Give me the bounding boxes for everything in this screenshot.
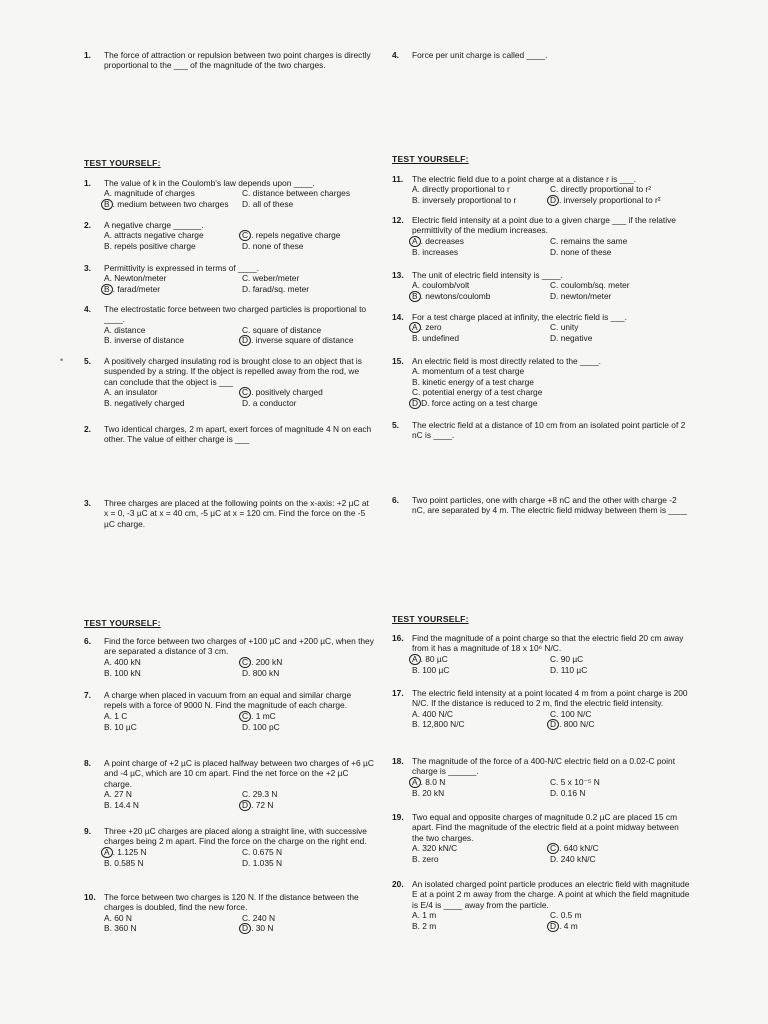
options-grid [104, 325, 374, 346]
option-circled [550, 719, 700, 730]
option: B. 12,800 N/C [412, 719, 465, 730]
answer-circle: C [547, 843, 559, 854]
option: D. all of these [242, 198, 294, 209]
question-text: For a test charge placed at infinity, the electric field is ___. [412, 312, 627, 322]
option-circled [412, 777, 550, 788]
option-text: . zero [420, 322, 442, 333]
option: C. square of distance [242, 324, 322, 335]
question-10 [84, 892, 374, 934]
question-text: Two point particles, one with charge +8 nC and the other with charge -2 nC, are separated by 4 m. The electric field midway between them is ____ [412, 495, 687, 516]
option: B. inverse of distance [104, 335, 185, 346]
option-text: . medium between two charges [112, 198, 229, 209]
answer-circle: D [239, 335, 251, 346]
question-7 [84, 690, 374, 732]
option: C. remains the same [550, 235, 628, 246]
heading-test-yourself: TEST YOURSELF: [392, 154, 469, 164]
option: A. 400 kN [104, 656, 141, 667]
question-number: 2. [84, 424, 91, 434]
option: B. 10 µC [104, 721, 137, 732]
heading-test-yourself: TEST YOURSELF: [392, 614, 469, 624]
option-circled [242, 923, 392, 934]
question-text: The value of k in the Coulomb's law depends upon ____. [104, 178, 315, 188]
answer-circle: C [239, 387, 251, 398]
answer-circle: D [409, 398, 421, 409]
option: C. 0.5 m [550, 910, 582, 921]
question-text: The force of attraction or repulsion between two point charges is directly proportional to the ___ of the magnitude of the two charges. [104, 50, 371, 71]
question-text: The unit of electric field intensity is ____. [412, 270, 563, 280]
options-grid [412, 280, 692, 301]
question-number: 18. [392, 756, 404, 766]
options-grid [412, 709, 692, 730]
question-number: 3. [84, 498, 91, 508]
option-circled [550, 195, 700, 206]
question-15 [392, 356, 692, 409]
answer-circle: B [101, 199, 113, 210]
question-text: A point charge of +2 µC is placed halfway between two charges of +6 µC and -4 µC, which are 10 cm apart. Find the net force on the +2 µC charge. [104, 758, 374, 789]
answer-circle: B [409, 291, 421, 302]
question-number: 1. [84, 178, 91, 188]
option-text: . 800 N/C [559, 719, 595, 730]
question-text: The electric field at a distance of 10 cm from an isolated point particle of 2 nC is ____. [412, 420, 686, 441]
option: B. 100 kN [104, 667, 141, 678]
option-text: . inverse square of distance [251, 335, 354, 346]
option: A. coulomb/volt [412, 280, 470, 291]
option: D. none of these [242, 241, 304, 252]
option: C. unity [550, 322, 579, 333]
answer-circle: A [409, 654, 421, 665]
question-text: A negative charge ______. [104, 220, 204, 230]
options-grid [412, 322, 692, 343]
option: A. 1 C [104, 710, 128, 721]
answer-circle: D [547, 921, 559, 932]
option: C. distance between charges [242, 188, 351, 199]
question-text: Find the force between two charges of +100 µC and +200 µC, when they are separated a distance of 3 cm. [104, 636, 374, 657]
option: A. directly proportional to r [412, 184, 510, 195]
answer-circle: A [409, 322, 421, 333]
option-circled [242, 387, 392, 398]
option: D. none of these [550, 246, 612, 257]
heading-test-yourself: TEST YOURSELF: [84, 158, 161, 168]
option: B. negatively charged [104, 398, 185, 409]
options-grid [104, 387, 374, 408]
question-number: 11. [392, 174, 404, 184]
option: B. 14.4 N [104, 799, 139, 810]
question-number: 20. [392, 879, 404, 889]
options-grid [412, 184, 692, 205]
question-text: The electric field intensity at a point located 4 m from a point charge is 200 N/C. If the distance is reduced to 2 m, find the electric field intensity. [412, 688, 688, 709]
question-number: 4. [392, 50, 399, 60]
option: B. zero [412, 854, 439, 865]
option: C. directly proportional to r² [550, 184, 652, 195]
question-number: 7. [84, 690, 91, 700]
option-circled [242, 657, 392, 668]
answer-circle: A [409, 777, 421, 788]
question-9 [84, 826, 374, 868]
options-grid [412, 236, 692, 257]
option: D. 110 µC [550, 664, 588, 675]
option-text: . inversely proportional to r² [559, 194, 661, 205]
answer-circle: C [239, 711, 251, 722]
question-text: The magnitude of the force of a 400-N/C electric field on a 0.02-C point charge is ______. [412, 756, 676, 777]
option-circled [412, 654, 550, 665]
option-text: . farad/meter [112, 283, 161, 294]
option: B. 0.585 N [104, 857, 144, 868]
question-number: 5. [392, 420, 399, 430]
option-text: . 4 m [559, 920, 578, 931]
option: D. a conductor [242, 398, 297, 409]
option-text: . 1 mC [251, 710, 276, 721]
option-text: . 200 kN [251, 656, 283, 667]
options-grid [104, 273, 374, 294]
options-grid [412, 910, 692, 931]
option-text: . positively charged [251, 387, 323, 398]
option: C. 5 x 10⁻⁵ N [550, 776, 600, 787]
option: A. 27 N [104, 789, 132, 800]
option: B. inversely proportional to r [412, 194, 517, 205]
question-text: Electric field intensity at a point due to a given charge ___ if the relative permittivity of the medium increases. [412, 215, 676, 236]
option-circled [412, 322, 550, 333]
question-top-4 [392, 50, 692, 60]
option: D. newton/meter [550, 290, 612, 301]
answer-circle: A [409, 236, 421, 247]
question-number: 15. [392, 356, 404, 366]
option: B. 20 kN [412, 787, 445, 798]
option: C. 0.675 N [242, 846, 283, 857]
option: A. an insulator [104, 387, 158, 398]
option-text: . newtons/coulomb [420, 290, 491, 301]
question-1 [84, 178, 374, 210]
option: D. 240 kN/C [550, 854, 596, 865]
question-4 [84, 304, 374, 346]
options-grid [104, 913, 374, 934]
question-text: Two equal and opposite charges of magnitude 0.2 µC are placed 15 cm apart. Find the magnitude of the electric field at a point midway between the two charges. [412, 812, 679, 843]
option: C. coulomb/sq. meter [550, 280, 630, 291]
question-16 [392, 633, 692, 675]
option: C. 29.3 N [242, 789, 278, 800]
answer-circle: D [239, 800, 251, 811]
question-5 [84, 356, 374, 409]
option: C. weber/meter [242, 273, 300, 284]
option: A. 400 N/C [412, 708, 453, 719]
question-8 [84, 758, 374, 811]
question-text: An electric field is most directly related to the ____. [412, 356, 601, 366]
option: D. 800 kN [242, 667, 280, 678]
question-17 [392, 688, 692, 730]
answer-circle: D [239, 923, 251, 934]
options-grid [104, 230, 374, 251]
option: B. 2 m [412, 920, 437, 931]
option-text: . 72 N [251, 799, 274, 810]
question-number: 5. [84, 356, 91, 366]
option-circled [242, 800, 392, 811]
question-text: Permittivity is expressed in terms of ____. [104, 263, 259, 273]
question-top-1 [84, 50, 374, 71]
question-number: 1. [84, 50, 91, 60]
option: A. 320 kN/C [412, 843, 458, 854]
question-number: 16. [392, 633, 404, 643]
option: D. farad/sq. meter [242, 283, 310, 294]
option: B. 360 N [104, 923, 137, 934]
option: B. kinetic energy of a test charge [412, 376, 534, 387]
option: D. negative [550, 333, 593, 344]
options-grid [412, 843, 692, 864]
question-number: 6. [84, 636, 91, 646]
option: B. repels positive charge [104, 241, 196, 252]
option-text: . repels negative charge [251, 230, 341, 241]
option-circled: D D. force acting on a test charge [412, 398, 692, 409]
option-circled [242, 230, 392, 241]
option: D. 100 pC [242, 721, 280, 732]
options-grid [412, 777, 692, 798]
option: A. Newton/meter [104, 273, 167, 284]
option-circled [104, 284, 242, 295]
question-number: 6. [392, 495, 399, 505]
question-text: Force per unit charge is called ____. [412, 50, 548, 60]
option-circled [550, 921, 700, 932]
question-number: 4. [84, 304, 91, 314]
option-circled [412, 291, 550, 302]
option-text: . 8.0 N [420, 776, 446, 787]
option-text: . 640 kN/C [559, 843, 599, 854]
problem-6 [392, 495, 692, 516]
option: B. undefined [412, 333, 460, 344]
option: C. 90 µC [550, 653, 584, 664]
question-12 [392, 215, 692, 257]
option-circled [550, 843, 700, 854]
options-grid [104, 657, 374, 678]
heading-test-yourself: TEST YOURSELF: [84, 618, 161, 628]
option: C. 240 N [242, 912, 276, 923]
question-number: 14. [392, 312, 404, 322]
answer-circle: C [239, 230, 251, 241]
question-number: 17. [392, 688, 404, 698]
problem-5 [392, 420, 692, 441]
option: A. 1 m [412, 910, 437, 921]
options-grid [412, 654, 692, 675]
option: A. distance [104, 324, 146, 335]
answer-circle: A [101, 847, 113, 858]
question-number: 19. [392, 812, 404, 822]
option-circled [412, 236, 550, 247]
options-grid [104, 711, 374, 732]
option-circled [242, 711, 392, 722]
option-text: . decreases [420, 235, 464, 246]
question-20 [392, 879, 692, 932]
question-text: Three charges are placed at the following points on the x-axis: +2 µC at x = 0, -3 µC at x = 40 cm, -5 µC at x = 120 cm. Find the force on the -5 µC charge. [104, 498, 369, 529]
question-number: 3. [84, 263, 91, 273]
question-number: 2. [84, 220, 91, 230]
question-text: A positively charged insulating rod is brought close to an object that is suspended by a string. If the object is repelled away from the rod, we can conclude that the object is ___ [104, 356, 362, 387]
option-text: . 80 µC [420, 653, 448, 664]
question-text: Two identical charges, 2 m apart, exert forces of magnitude 4 N on each other. The value of either charge is ___ [104, 424, 372, 445]
options-grid [104, 789, 374, 810]
option: A. momentum of a test charge [412, 366, 525, 377]
question-text: The electrostatic force between two charged particles is proportional to ____. [104, 304, 367, 325]
question-text: Find the magnitude of a point charge so that the electric field 20 cm away from it has a magnitude of 18 x 10⁶ N/C. [412, 633, 684, 654]
question-11 [392, 174, 692, 206]
option: D. 1.035 N [242, 857, 283, 868]
answer-circle: C [239, 657, 251, 668]
question-2 [84, 220, 374, 252]
question-number: 9. [84, 826, 91, 836]
option-circled [104, 199, 242, 210]
option: D. 0.16 N [550, 787, 586, 798]
option-text: . 30 N [251, 923, 274, 934]
option: A. attracts negative charge [104, 230, 204, 241]
question-text: The force between two charges is 120 N. If the distance between the charges is doubled, find the new force. [104, 892, 359, 913]
answer-circle: D [547, 719, 559, 730]
option: A. 60 N [104, 912, 132, 923]
stray-mark: • [60, 355, 64, 365]
question-text: Three +20 µC charges are placed along a straight line, with successive charges being 2 m apart. Find the force on the charge on the right end. [104, 826, 367, 847]
question-number: 8. [84, 758, 91, 768]
option: C. potential energy of a test charge [412, 387, 543, 398]
question-text: The electric field due to a point charge at a distance r is ___. [412, 174, 636, 184]
answer-circle: B [101, 284, 113, 295]
problem-2 [84, 424, 374, 445]
question-number: 10. [84, 892, 96, 902]
options-grid [104, 188, 374, 209]
option: B. increases [412, 246, 459, 257]
option-circled [242, 335, 392, 346]
question-text: A charge when placed in vacuum from an equal and similar charge repels with a force of 9000 N. Find the magnitude of each charge. [104, 690, 352, 711]
answer-circle: D [547, 195, 559, 206]
option-text: . 1.125 N [112, 846, 147, 857]
question-number: 13. [392, 270, 404, 280]
question-3 [84, 263, 374, 295]
options-grid [104, 847, 374, 868]
question-19 [392, 812, 692, 865]
question-13 [392, 270, 692, 302]
question-6 [84, 636, 374, 678]
option: A. magnitude of charges [104, 188, 195, 199]
question-14 [392, 312, 692, 344]
option: B. 100 µC [412, 664, 450, 675]
question-18 [392, 756, 692, 798]
option: C. 100 N/C [550, 708, 592, 719]
option-circled [104, 847, 242, 858]
question-text: An isolated charged point particle produces an electric field with magnitude E at a point 2 m away from the charge. A point at which the field magnitude is E/4 is ____ away from the particle. [412, 879, 690, 910]
question-number: 12. [392, 215, 404, 225]
problem-3 [84, 498, 374, 529]
